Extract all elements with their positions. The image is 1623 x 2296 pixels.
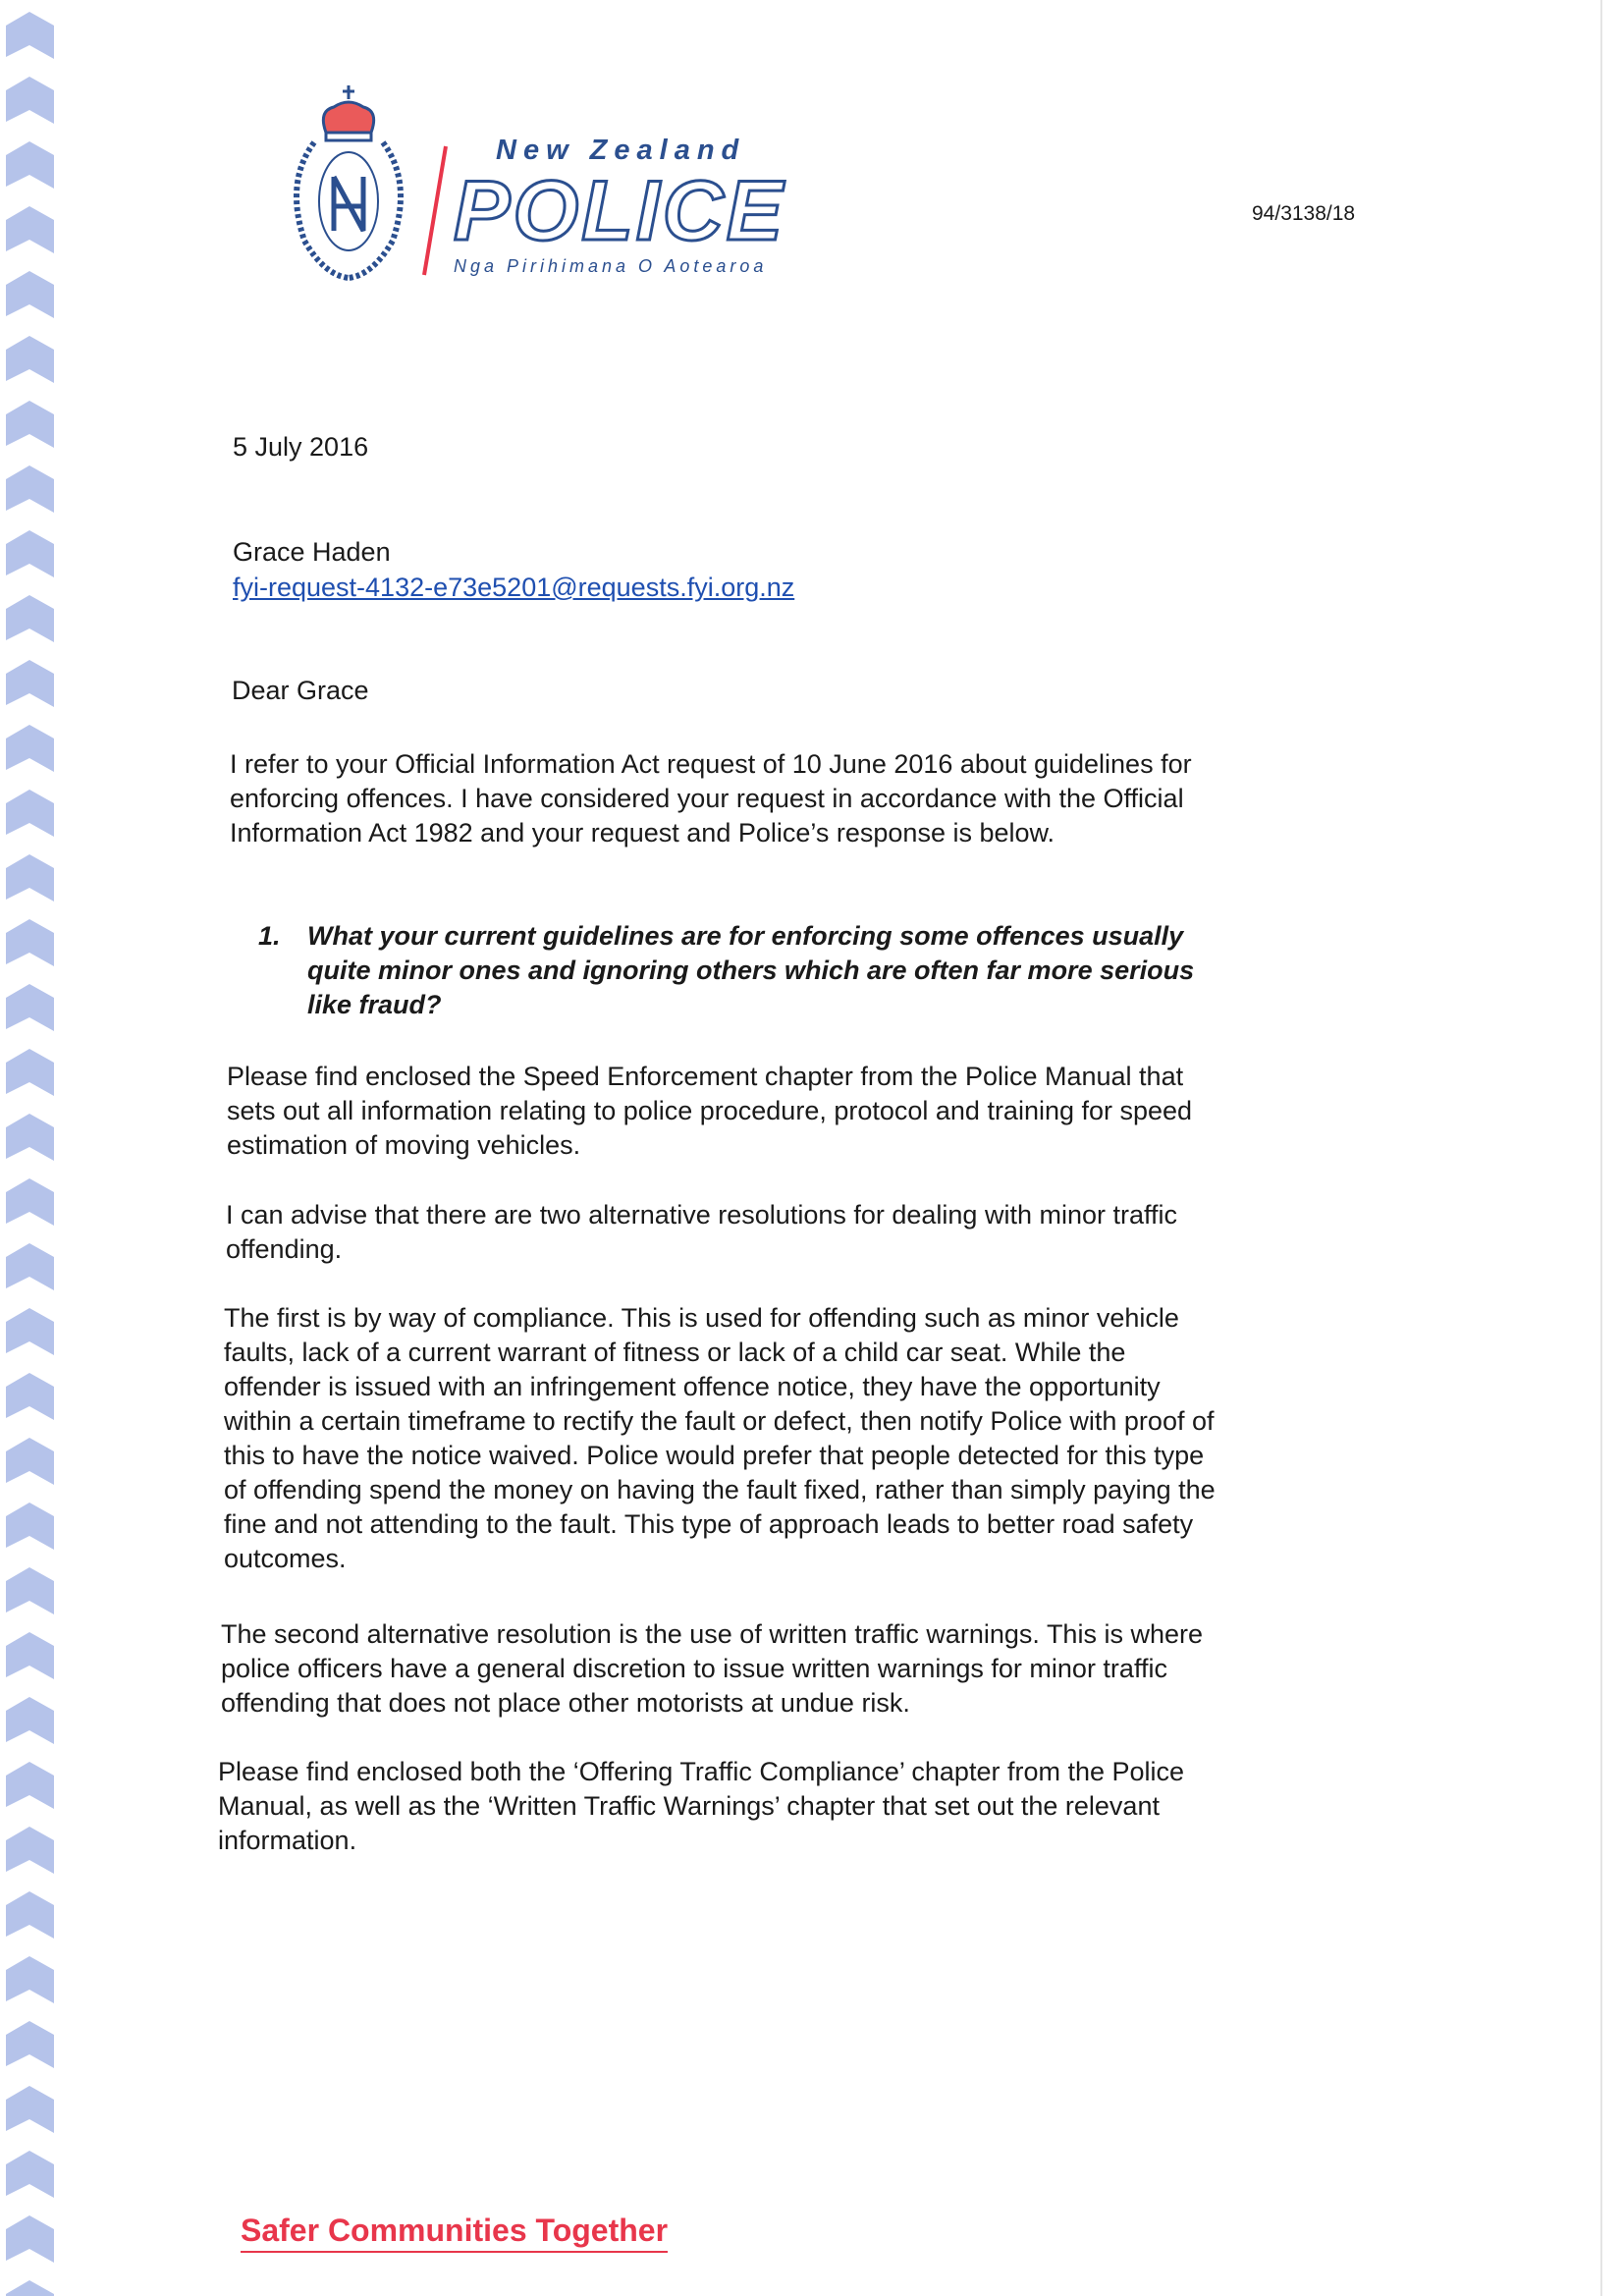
text-line: quite minor ones and ignoring others which are often far more serious [307, 956, 1195, 985]
chevron-icon [6, 1373, 54, 1420]
question-number: 1. [258, 921, 281, 951]
chevron-icon [6, 2151, 54, 2198]
chevron-icon [6, 725, 54, 772]
chevron-icon [6, 1567, 54, 1614]
police-logo [275, 83, 452, 290]
text-line: fine and not attending to the fault. This type of approach leads to better road safety [224, 1509, 1194, 1539]
text-line: estimation of moving vehicles. [227, 1130, 581, 1160]
paragraph-compliance [224, 1301, 1216, 1576]
chevron-icon [6, 1697, 54, 1744]
text-line: The first is by way of compliance. This is used for offending such as minor vehicle [224, 1303, 1179, 1333]
chevron-icon [6, 530, 54, 577]
chevron-icon [6, 1243, 54, 1290]
chevron-icon [6, 336, 54, 383]
decorative-chevron-border [0, 0, 98, 2296]
chevron-icon [6, 12, 54, 59]
chevron-icon [6, 141, 54, 189]
text-line: offender is issued with an infringement offence notice, they have the opportunity [224, 1372, 1161, 1401]
chevron-icon [6, 1827, 54, 1874]
text-line: police officers have a general discretion to issue written warnings for minor traffic [221, 1654, 1167, 1683]
chevron-icon [6, 1049, 54, 1096]
text-line: enforcing offences. I have considered your request in accordance with the Official [230, 784, 1184, 813]
chevron-icon [6, 2021, 54, 2068]
chevron-icon [6, 854, 54, 902]
text-line: Information Act 1982 and your request and Police’s response is below. [230, 818, 1055, 847]
chevron-icon [6, 984, 54, 1031]
paragraph-alternative-resolutions [226, 1198, 1177, 1267]
chevron-icon [6, 790, 54, 837]
chevron-icon [6, 271, 54, 318]
chevron-icon [6, 1114, 54, 1161]
paragraph-speed-enforcement [227, 1060, 1192, 1163]
chevron-icon [6, 1503, 54, 1550]
org-line1: New Zealand [496, 135, 746, 166]
chevron-icon [6, 2086, 54, 2133]
reference-number: 94/3138/18 [1252, 202, 1356, 225]
paragraph-enclosures [218, 1755, 1184, 1858]
text-line: like fraud? [307, 990, 442, 1019]
chevron-icon [6, 2215, 54, 2263]
text-line: this to have the notice waived. Police would prefer that people detected for this type [224, 1441, 1205, 1470]
chevron-icon [6, 595, 54, 642]
text-line: sets out all information relating to police procedure, protocol and training for speed [227, 1096, 1193, 1125]
text-line: information. [218, 1826, 357, 1855]
text-line: Please find enclosed both the ‘Offering Traffic Compliance’ chapter from the Police [218, 1757, 1185, 1786]
chevron-icon [6, 465, 54, 513]
chevron-icon [6, 2280, 54, 2296]
intro-paragraph [230, 747, 1192, 850]
org-maori-name: Nga Pirihimana O Aotearoa [454, 256, 768, 276]
chevron-icon [6, 660, 54, 707]
salutation: Dear Grace [232, 676, 369, 705]
chevron-icon [6, 1178, 54, 1226]
police-crest-icon [275, 83, 422, 290]
chevron-icon [6, 1956, 54, 2003]
paragraph-written-warnings [221, 1617, 1203, 1721]
chevron-icon [6, 1762, 54, 1809]
text-line: outcomes. [224, 1544, 347, 1573]
text-line: The second alternative resolution is the use of written traffic warnings. This is where [221, 1619, 1203, 1649]
recipient-name: Grace Haden [233, 537, 391, 567]
text-line: faults, lack of a current warrant of fitness or lack of a child car seat. While the [224, 1338, 1126, 1367]
chevron-icon [6, 1308, 54, 1355]
text-line: offending. [226, 1234, 343, 1264]
text-line: Manual, as well as the ‘Written Traffic Warnings’ chapter that set out the relevant [218, 1791, 1160, 1821]
page-edge [1600, 0, 1602, 2296]
text-line: Please find enclosed the Speed Enforcement chapter from the Police Manual that [227, 1062, 1184, 1091]
text-line: offending that does not place other motorists at undue risk. [221, 1688, 910, 1718]
text-line: What your current guidelines are for enforcing some offences usually [307, 921, 1184, 951]
recipient-email-link[interactable]: fyi-request-4132-e73e5201@requests.fyi.org.nz [233, 573, 795, 602]
chevron-icon [6, 77, 54, 124]
text-line: within a certain timeframe to rectify the fault or defect, then notify Police with proof of [224, 1406, 1215, 1436]
red-slash-icon [420, 83, 450, 280]
footer-slogan: Safer Communities Together [241, 2212, 668, 2253]
text-line: I can advise that there are two alternative resolutions for dealing with minor traffic [226, 1200, 1177, 1230]
question-1 [258, 919, 1195, 1022]
chevron-icon [6, 206, 54, 253]
chevron-icon [6, 401, 54, 448]
chevron-icon [6, 1438, 54, 1485]
letter-date: 5 July 2016 [233, 432, 369, 462]
text-line: I refer to your Official Information Act request of 10 June 2016 about guidelines for [230, 749, 1192, 779]
chevron-icon [6, 1891, 54, 1939]
chevron-icon [6, 919, 54, 966]
chevron-icon [6, 1632, 54, 1679]
text-line: of offending spend the money on having the fault fixed, rather than simply paying the [224, 1475, 1216, 1504]
org-name: POLICE [454, 164, 786, 258]
